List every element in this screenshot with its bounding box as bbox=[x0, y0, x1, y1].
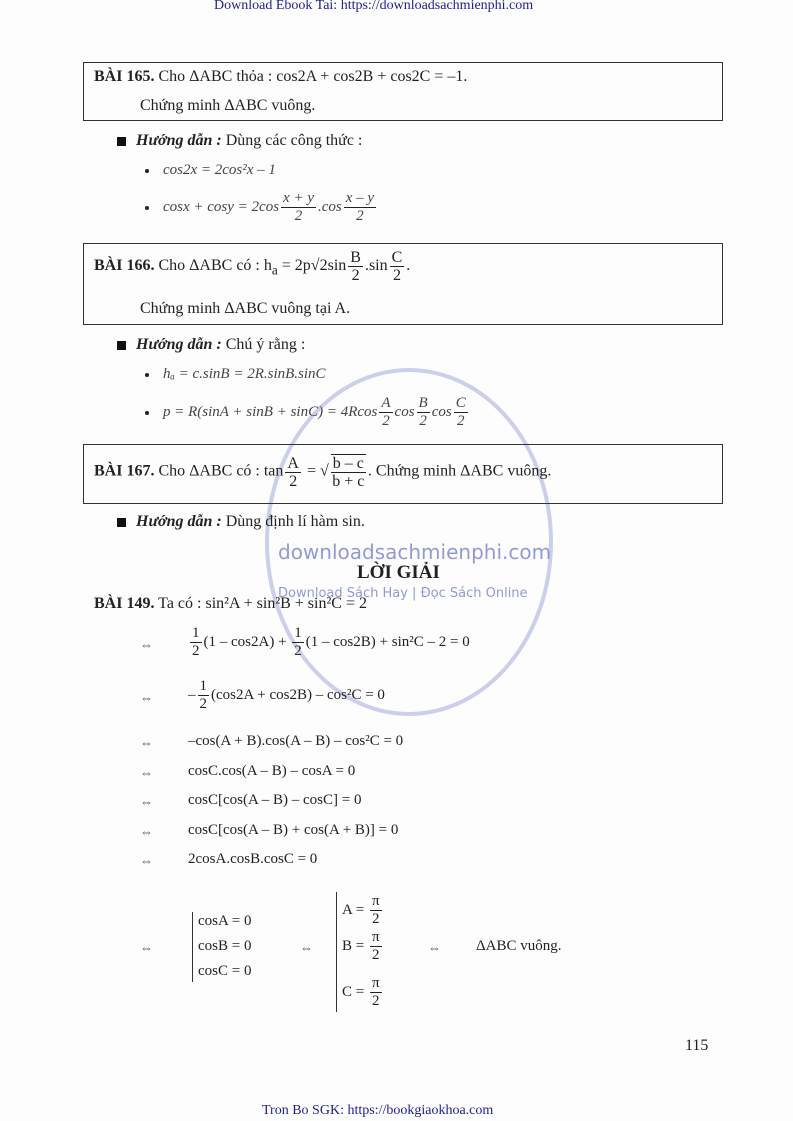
formula-text: cos bbox=[394, 403, 415, 420]
numerator: π bbox=[371, 975, 380, 991]
denominator: 2 bbox=[192, 643, 200, 659]
problem-165-statement bbox=[94, 68, 467, 86]
solution-line-2 bbox=[188, 678, 385, 713]
bullet-icon bbox=[145, 411, 149, 415]
solution-line-3: –cos(A + B).cos(A – B) – cos²C = 0 bbox=[188, 733, 404, 749]
formula-165-1 bbox=[145, 162, 276, 179]
formula-text: .cos bbox=[317, 198, 342, 215]
page-number: 115 bbox=[685, 1037, 709, 1054]
equation-text: – bbox=[188, 686, 196, 703]
fraction bbox=[390, 249, 405, 284]
denominator: 2 bbox=[356, 208, 364, 224]
formula-text: p = R(sinA + sinB + sinC) = 4Rcos bbox=[163, 403, 378, 420]
formula-text: hₐ = c.sinB = 2R.sinB.sinC bbox=[163, 366, 326, 382]
denominator: 2 bbox=[351, 267, 360, 284]
problem-number: BÀI 167. bbox=[94, 462, 155, 480]
fraction bbox=[344, 190, 376, 225]
denominator: 2 bbox=[372, 993, 380, 1009]
equivalence-arrow: ⇔ bbox=[300, 940, 313, 955]
problem-text: = bbox=[302, 462, 320, 480]
conclusion: ΔABC vuông. bbox=[476, 938, 562, 954]
equation-text: (cos2A + cos2B) – cos²C = 0 bbox=[211, 686, 385, 703]
fraction bbox=[285, 455, 301, 490]
denominator: b + c bbox=[332, 473, 365, 490]
formula-text: cos bbox=[431, 403, 452, 420]
fraction bbox=[292, 625, 304, 660]
numerator: C bbox=[391, 249, 403, 266]
equation-text: A = bbox=[342, 901, 368, 918]
problem-text: Ta có : sin²A + sin²B + sin²C = 2 bbox=[158, 595, 367, 612]
hint-167 bbox=[117, 513, 365, 531]
solution-heading: LỜI GIẢI bbox=[357, 562, 440, 583]
problem-166-statement bbox=[94, 249, 410, 284]
numerator: π bbox=[371, 929, 380, 945]
denominator: 2 bbox=[392, 267, 401, 284]
numerator: x – y bbox=[345, 190, 375, 206]
denominator: 2 bbox=[294, 643, 302, 659]
bracket bbox=[192, 912, 193, 982]
equation-text: (1 – cos2A) + bbox=[203, 633, 291, 650]
equation-text: (1 – cos2B) + sin²C – 2 = 0 bbox=[305, 633, 470, 650]
formula-166-2 bbox=[145, 395, 470, 430]
formula-text: cos2x = 2cos²x – 1 bbox=[163, 162, 276, 178]
numerator: 1 bbox=[294, 625, 302, 641]
problem-text: Cho ΔABC có : h bbox=[158, 257, 272, 275]
problem-text: Cho ΔABC thỏa : cos2A + cos2B + cos2C = –1. bbox=[158, 68, 468, 85]
problem-166-line2: Chứng minh ΔABC vuông tại A. bbox=[140, 300, 351, 317]
hint-label: Hướng dẫn : bbox=[136, 336, 222, 353]
numerator: 1 bbox=[192, 625, 200, 641]
fraction bbox=[370, 975, 382, 1010]
fraction bbox=[198, 678, 210, 713]
bullet-square-icon bbox=[117, 137, 126, 146]
equivalence-arrow: ⇔ bbox=[140, 824, 153, 839]
problem-number: BÀI 166. bbox=[94, 257, 155, 275]
fraction bbox=[331, 454, 366, 490]
system-angle-A bbox=[342, 893, 384, 928]
denominator: 2 bbox=[456, 413, 465, 429]
hint-text: Dùng định lí hàm sin. bbox=[225, 513, 365, 530]
formula-165-2 bbox=[145, 190, 378, 225]
fraction bbox=[190, 625, 202, 660]
system-line-3: cosC = 0 bbox=[198, 963, 252, 979]
fraction bbox=[379, 395, 392, 430]
hint-166 bbox=[117, 336, 305, 354]
hint-165 bbox=[117, 132, 362, 150]
equivalence-arrow: ⇔ bbox=[140, 690, 153, 705]
denominator: 2 bbox=[382, 413, 390, 429]
bracket bbox=[336, 892, 337, 1012]
formula-text: cosx + cosy = 2cos bbox=[163, 198, 280, 215]
problem-number: BÀI 165. bbox=[94, 68, 155, 85]
problem-167-statement: BÀI 167. Cho ΔABC có : tan $\frac{A}{2}$ = √ $\frac{b - c}{b + c}$ . Chứng minh ΔABC vuông. bbox=[94, 454, 552, 490]
bullet-icon bbox=[145, 373, 149, 377]
fraction bbox=[370, 929, 382, 964]
hint-text: Chú ý rằng : bbox=[225, 336, 306, 353]
system-line-1: cosA = 0 bbox=[198, 913, 252, 929]
solution-line-7: 2cosA.cosB.cosC = 0 bbox=[188, 851, 318, 867]
numerator: B bbox=[350, 249, 361, 266]
equivalence-arrow: ⇔ bbox=[428, 940, 441, 955]
fraction bbox=[454, 395, 468, 430]
numerator: x + y bbox=[283, 190, 314, 206]
fraction bbox=[417, 395, 430, 430]
denominator: 2 bbox=[294, 208, 303, 224]
problem-text: .sin bbox=[364, 257, 388, 275]
system-line-2: cosB = 0 bbox=[198, 938, 252, 954]
denominator: 2 bbox=[199, 696, 207, 712]
system-angle-C bbox=[342, 975, 384, 1010]
footer-sgk-link[interactable]: Tron Bo SGK: https://bookgiaokhoa.com bbox=[262, 1103, 494, 1118]
numerator: C bbox=[455, 395, 466, 411]
equivalence-arrow: ⇔ bbox=[140, 637, 153, 652]
bullet-square-icon bbox=[117, 518, 126, 527]
hint-label: Hướng dẫn : bbox=[136, 513, 222, 530]
denominator: 2 bbox=[419, 413, 427, 429]
system-angle-B bbox=[342, 929, 384, 964]
bullet-icon bbox=[145, 169, 149, 173]
problem-165-line2: Chứng minh ΔABC vuông. bbox=[140, 97, 316, 114]
watermark-tagline: Download Sách Hay | Đọc Sách Online bbox=[278, 586, 528, 601]
numerator: 1 bbox=[199, 678, 207, 694]
numerator: A bbox=[381, 395, 391, 411]
equivalence-arrow: ⇔ bbox=[140, 735, 153, 750]
problem-text: . bbox=[406, 257, 411, 275]
solution-line-4: cosC.cos(A – B) – cosA = 0 bbox=[188, 763, 356, 779]
problem-text: = 2p√2sin bbox=[277, 257, 347, 275]
solution-line-5: cosC[cos(A – B) – cosC] = 0 bbox=[188, 792, 362, 808]
problem-text: . Chứng minh ΔABC vuông. bbox=[367, 462, 552, 480]
hint-text: Dùng các công thức : bbox=[225, 132, 363, 149]
equivalence-arrow: ⇔ bbox=[140, 940, 153, 955]
solution-149-statement bbox=[94, 595, 367, 613]
numerator: B bbox=[418, 395, 428, 411]
numerator: b – c bbox=[332, 455, 364, 472]
equivalence-arrow: ⇔ bbox=[140, 853, 153, 868]
denominator: 2 bbox=[289, 472, 298, 490]
problem-number: BÀI 149. bbox=[94, 595, 155, 612]
solution-line-1 bbox=[188, 625, 470, 660]
equation-text: C = bbox=[342, 983, 368, 1000]
equivalence-arrow: ⇔ bbox=[140, 794, 153, 809]
watermark-site: downloadsachmienphi.com bbox=[278, 540, 552, 564]
solution-line-6: cosC[cos(A – B) + cos(A + B)] = 0 bbox=[188, 822, 399, 838]
header-download-link[interactable]: Download Ebook Tai: https://downloadsachmienphi.com bbox=[214, 0, 534, 13]
subscript: a bbox=[271, 262, 278, 278]
formula-166-1 bbox=[145, 366, 326, 383]
equivalence-arrow: ⇔ bbox=[140, 765, 153, 780]
numerator: A bbox=[287, 454, 299, 472]
denominator: 2 bbox=[372, 911, 380, 927]
denominator: 2 bbox=[372, 947, 380, 963]
bullet-icon bbox=[145, 206, 149, 210]
fraction bbox=[348, 249, 363, 284]
problem-text: Cho ΔABC có : tan bbox=[158, 462, 284, 480]
bullet-square-icon bbox=[117, 341, 126, 350]
equation-text: B = bbox=[342, 937, 368, 954]
hint-label: Hướng dẫn : bbox=[136, 132, 222, 149]
numerator: π bbox=[371, 893, 380, 909]
fraction bbox=[370, 893, 382, 928]
fraction bbox=[281, 190, 316, 225]
